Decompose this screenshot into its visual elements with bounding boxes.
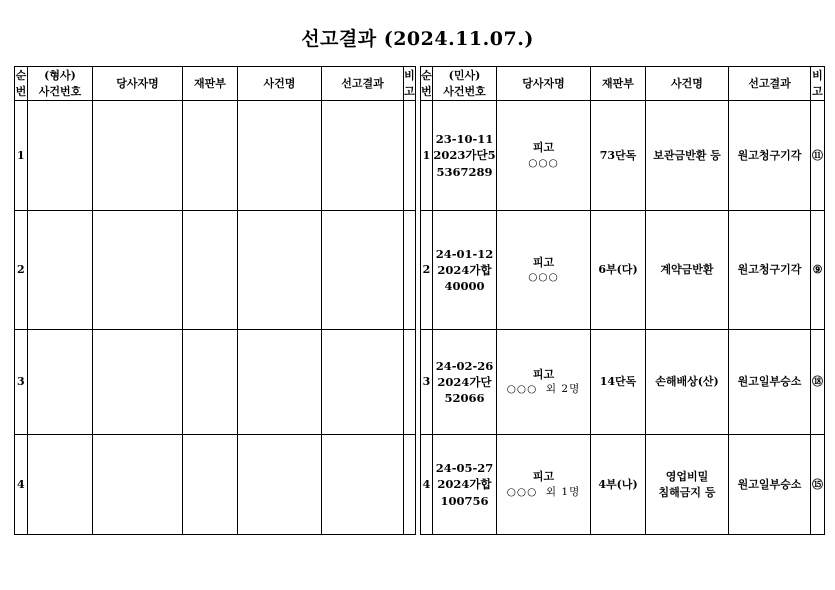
- party-name: ○○○: [528, 156, 559, 169]
- table-row: [421, 101, 825, 211]
- court-cell: 4부(나): [591, 435, 646, 535]
- case-date: 23-10-11: [435, 132, 494, 147]
- case-name-cell: 영업비밀 침해금지 등: [646, 435, 729, 535]
- note-cell: ⑮: [811, 435, 825, 535]
- row-number: 3: [15, 330, 28, 435]
- party-cell: [497, 211, 591, 330]
- page-title: 선고결과 (2024.11.07.): [301, 28, 534, 50]
- col-header-court: 재판부: [183, 67, 238, 101]
- row-number: 4: [15, 435, 28, 535]
- party-role: 피고: [532, 255, 555, 269]
- result-cell: 원고청구기각: [729, 101, 811, 211]
- party-cell: [497, 435, 591, 535]
- table-row: [421, 211, 825, 330]
- case-date: 24-05-27: [435, 461, 494, 476]
- row-number: 3: [421, 330, 433, 435]
- party-name: ○○○ 외 1명: [506, 485, 581, 498]
- court-cell: 73단독: [591, 101, 646, 211]
- col-header-no: 순 번: [15, 67, 28, 101]
- col-header-no: 순 번: [421, 67, 433, 101]
- col-header-case: (민사) 사건번호: [433, 67, 497, 101]
- case-number: 2024가합 100756: [437, 477, 492, 508]
- table-row: [421, 330, 825, 435]
- row-number: 4: [421, 435, 433, 535]
- header-row: [421, 67, 825, 101]
- note-cell: ⑨: [811, 211, 825, 330]
- case-number-cell: [433, 211, 497, 330]
- result-cell: 원고일부승소: [729, 435, 811, 535]
- party-name: ○○○: [528, 271, 559, 284]
- case-number-cell: [433, 101, 497, 211]
- case-number-cell: [433, 435, 497, 535]
- col-header-note: 비 고: [404, 67, 416, 101]
- col-header-note: 비 고: [811, 67, 825, 101]
- civil-table: [420, 66, 825, 535]
- party-role: 피고: [532, 141, 555, 155]
- row-number: 1: [15, 101, 28, 211]
- criminal-table: [14, 66, 416, 535]
- case-number: 2024가단 52066: [437, 374, 492, 406]
- col-header-name: 사건명: [238, 67, 322, 101]
- party-role: 피고: [532, 367, 555, 381]
- table-row: [421, 435, 825, 535]
- col-header-party: 당사자명: [497, 67, 591, 101]
- case-name-cell: 보관금반환 등: [646, 101, 729, 211]
- case-number: 2024가합 40000: [437, 262, 492, 294]
- party-cell: [497, 330, 591, 435]
- note-cell: ⑱: [811, 330, 825, 435]
- party-cell: [497, 101, 591, 211]
- case-date: 24-01-12: [435, 246, 494, 261]
- court-cell: 6부(다): [591, 211, 646, 330]
- case-name-cell: 계약금반환: [646, 211, 729, 330]
- row-number: 2: [421, 211, 433, 330]
- col-header-name: 사건명: [646, 67, 729, 101]
- result-cell: 원고청구기각: [729, 211, 811, 330]
- case-date: 24-02-26: [435, 358, 494, 373]
- case-name-cell: 손해배상(산): [646, 330, 729, 435]
- case-number: 2023가단5 5367289: [433, 148, 496, 179]
- table-row: [15, 330, 416, 435]
- table-row: [15, 211, 416, 330]
- party-role: 피고: [532, 470, 555, 484]
- row-number: 1: [421, 101, 433, 211]
- note-cell: ⑪: [811, 101, 825, 211]
- col-header-result: 선고결과: [322, 67, 404, 101]
- col-header-case: (형사) 사건번호: [28, 67, 93, 101]
- party-name: ○○○ 외 2명: [506, 383, 581, 396]
- col-header-party: 당사자명: [93, 67, 183, 101]
- court-cell: 14단독: [591, 330, 646, 435]
- case-number-cell: [433, 330, 497, 435]
- header-row: [15, 67, 416, 101]
- table-row: [15, 101, 416, 211]
- result-cell: 원고일부승소: [729, 330, 811, 435]
- col-header-result: 선고결과: [729, 67, 811, 101]
- table-row: [15, 435, 416, 535]
- col-header-court: 재판부: [591, 67, 646, 101]
- row-number: 2: [15, 211, 28, 330]
